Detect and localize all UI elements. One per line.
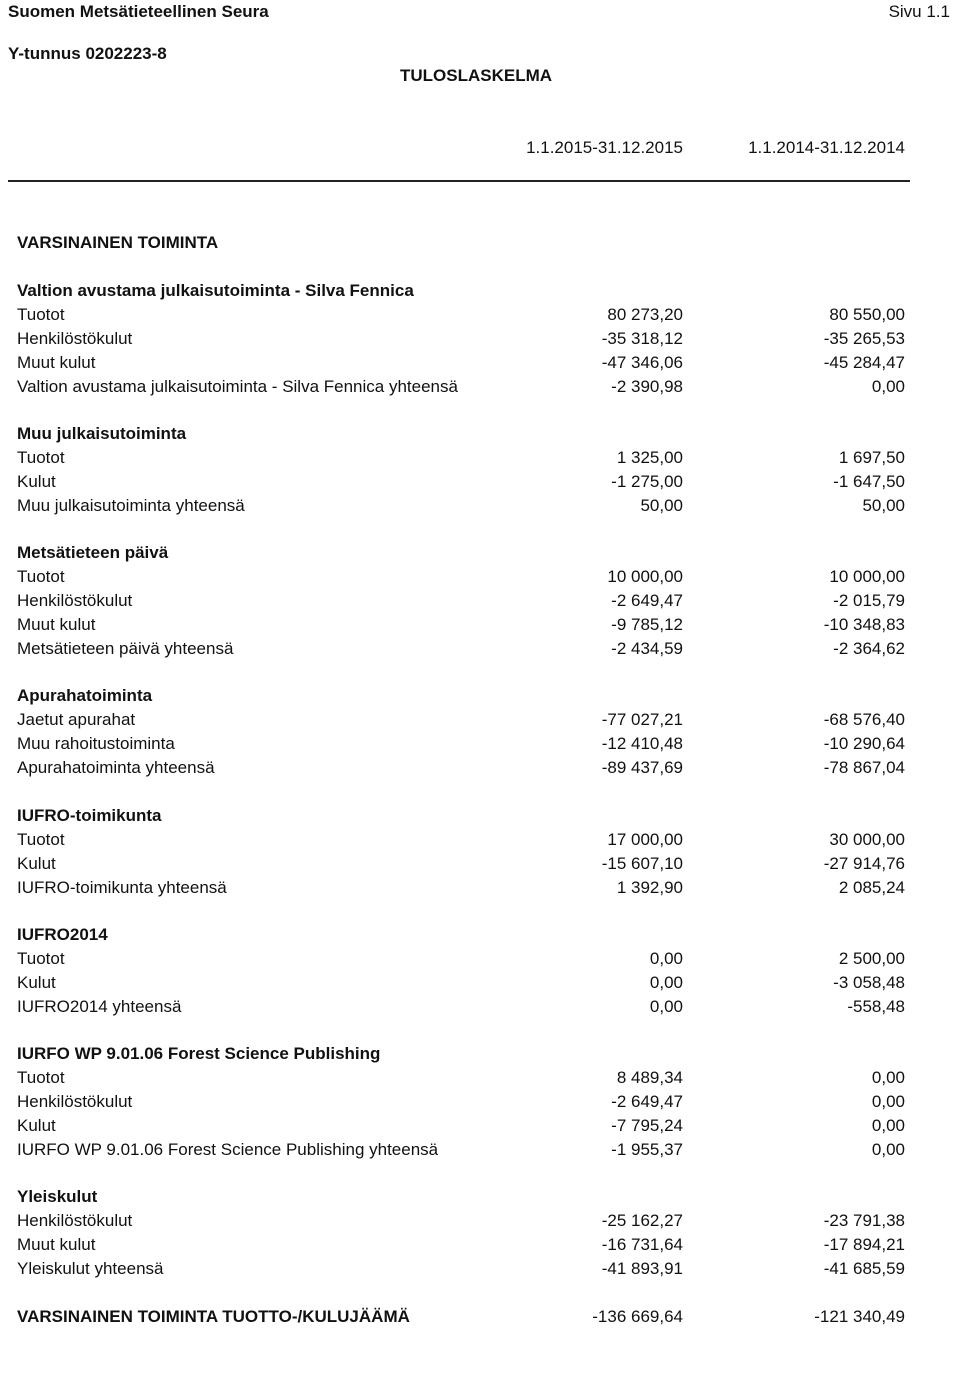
table-row-previous: 0,00 — [871, 1116, 905, 1135]
table-row-label: Muu julkaisutoiminta yhteensä — [17, 496, 245, 515]
table-row — [0, 947, 960, 971]
table-row-previous: 10 000,00 — [829, 567, 905, 586]
section-title-label: IURFO WP 9.01.06 Forest Science Publishing — [17, 1044, 381, 1063]
table-row-current: -25 162,27 — [601, 1211, 683, 1230]
section-title — [0, 684, 960, 708]
table-row-label: Tuotot — [17, 830, 65, 849]
main-title-label: VARSINAINEN TOIMINTA — [17, 233, 219, 252]
table-row-label: Tuotot — [17, 305, 65, 324]
table-row — [0, 1257, 960, 1281]
table-row-previous: -558,48 — [847, 997, 905, 1016]
grand-total-current: -136 669,64 — [592, 1307, 683, 1326]
table-row-previous: -41 685,59 — [823, 1259, 905, 1278]
table-row-previous: 0,00 — [871, 377, 905, 396]
table-row-label: Jaetut apurahat — [17, 710, 136, 729]
table-row-previous: 1 697,50 — [838, 448, 905, 467]
business-id: Y-tunnus 0202223-8 — [8, 44, 167, 63]
section-title-label: Apurahatoiminta — [17, 686, 153, 705]
table-row-current: -41 893,91 — [601, 1259, 683, 1278]
table-row-label: Apurahatoiminta yhteensä — [17, 758, 215, 777]
table-row-current: 0,00 — [649, 997, 683, 1016]
table-row-current: 80 273,20 — [607, 305, 683, 324]
table-row — [0, 375, 960, 399]
table-row — [0, 470, 960, 494]
table-row-current: -77 027,21 — [601, 710, 683, 729]
table-row — [0, 637, 960, 661]
table-row-label: Tuotot — [17, 949, 65, 968]
table-row-current: 17 000,00 — [607, 830, 683, 849]
table-row-label: IURFO WP 9.01.06 Forest Science Publishing yhteensä — [17, 1140, 439, 1159]
section-title — [0, 1042, 960, 1066]
table-row — [0, 303, 960, 327]
table-row-label: Kulut — [17, 1116, 56, 1135]
table-row-previous: 0,00 — [871, 1140, 905, 1159]
table-row-label: Henkilöstökulut — [17, 591, 133, 610]
table-row-label: Kulut — [17, 854, 56, 873]
table-row-label: Henkilöstökulut — [17, 1211, 133, 1230]
table-row-previous: -10 290,64 — [823, 734, 905, 753]
table-row — [0, 876, 960, 900]
table-row-current: -1 275,00 — [611, 472, 683, 491]
section-title-label: Valtion avustama julkaisutoiminta - Silva Fennica — [17, 281, 414, 300]
table-row-current: -1 955,37 — [611, 1140, 683, 1159]
table-row — [0, 1114, 960, 1138]
table-row-previous: -23 791,38 — [823, 1211, 905, 1230]
table-row-label: Metsätieteen päivä yhteensä — [17, 639, 234, 658]
table-row-previous: -17 894,21 — [823, 1235, 905, 1254]
table-row — [0, 1090, 960, 1114]
table-row-current: -12 410,48 — [601, 734, 683, 753]
table-row-label: Tuotot — [17, 1068, 65, 1087]
header-divider — [8, 180, 910, 182]
table-row-label: Tuotot — [17, 567, 65, 586]
period-previous-header: 1.1.2014-31.12.2014 — [748, 138, 905, 157]
table-row — [0, 708, 960, 732]
table-row-label: Tuotot — [17, 448, 65, 467]
table-row-current: 0,00 — [649, 949, 683, 968]
table-row — [0, 1138, 960, 1162]
table-row-previous: -45 284,47 — [823, 353, 905, 372]
table-row-previous: -27 914,76 — [823, 854, 905, 873]
table-row-previous: -78 867,04 — [823, 758, 905, 777]
table-row — [0, 1209, 960, 1233]
table-row-previous: -3 058,48 — [833, 973, 905, 992]
table-row-label: Kulut — [17, 472, 56, 491]
table-row — [0, 732, 960, 756]
table-row-label: Henkilöstökulut — [17, 329, 133, 348]
table-row-label: Yleiskulut yhteensä — [17, 1259, 164, 1278]
table-row — [0, 565, 960, 589]
section-title — [0, 804, 960, 828]
table-row-previous: 2 085,24 — [838, 878, 905, 897]
table-row-label: IUFRO2014 yhteensä — [17, 997, 182, 1016]
main-title — [0, 231, 960, 255]
grand-total-previous: -121 340,49 — [814, 1307, 905, 1326]
page-number: Sivu 1.1 — [888, 2, 950, 21]
table-row-current: -7 795,24 — [611, 1116, 683, 1135]
table-row — [0, 589, 960, 613]
table-row-previous: -2 015,79 — [833, 591, 905, 610]
table-row — [0, 494, 960, 518]
table-row-current: 10 000,00 — [607, 567, 683, 586]
table-row-label: Muut kulut — [17, 353, 96, 372]
table-row-label: Muut kulut — [17, 615, 96, 634]
table-row-previous: -2 364,62 — [833, 639, 905, 658]
section-title — [0, 1185, 960, 1209]
table-row — [0, 351, 960, 375]
section-title — [0, 541, 960, 565]
table-row-current: -2 649,47 — [611, 591, 683, 610]
section-title-label: Yleiskulut — [17, 1187, 98, 1206]
table-row-previous: -68 576,40 — [823, 710, 905, 729]
table-row — [0, 756, 960, 780]
table-row-current: -47 346,06 — [601, 353, 683, 372]
table-row-previous: 30 000,00 — [829, 830, 905, 849]
table-row-previous: -35 265,53 — [823, 329, 905, 348]
section-title — [0, 279, 960, 303]
table-row-label: Henkilöstökulut — [17, 1092, 133, 1111]
table-row-previous: 0,00 — [871, 1092, 905, 1111]
table-row-current: -15 607,10 — [601, 854, 683, 873]
table-row-current: -89 437,69 — [601, 758, 683, 777]
table-row — [0, 446, 960, 470]
table-row — [0, 995, 960, 1019]
table-row-current: 1 392,90 — [616, 878, 683, 897]
table-row-current: 8 489,34 — [616, 1068, 683, 1087]
section-title-label: IUFRO-toimikunta — [17, 806, 162, 825]
table-row-label: Kulut — [17, 973, 56, 992]
table-row-current: -16 731,64 — [601, 1235, 683, 1254]
table-row-previous: -1 647,50 — [833, 472, 905, 491]
document-title: TULOSLASKELMA — [400, 66, 553, 85]
table-row-previous: 80 550,00 — [829, 305, 905, 324]
table-row-previous: -10 348,83 — [823, 615, 905, 634]
table-row — [0, 1066, 960, 1090]
table-row-current: 50,00 — [640, 496, 683, 515]
table-row-previous: 2 500,00 — [838, 949, 905, 968]
table-row-label: IUFRO-toimikunta yhteensä — [17, 878, 227, 897]
grand-total — [0, 1305, 960, 1329]
table-row-previous: 0,00 — [871, 1068, 905, 1087]
table-row-current: 0,00 — [649, 973, 683, 992]
table-row-label: Muut kulut — [17, 1235, 96, 1254]
table-row-current: 1 325,00 — [616, 448, 683, 467]
table-row — [0, 327, 960, 351]
table-row-current: -35 318,12 — [601, 329, 683, 348]
section-title — [0, 923, 960, 947]
table-row-current: -2 649,47 — [611, 1092, 683, 1111]
section-title — [0, 422, 960, 446]
section-title-label: Metsätieteen päivä — [17, 543, 169, 562]
table-row — [0, 828, 960, 852]
table-row-current: -2 390,98 — [611, 377, 683, 396]
table-row — [0, 1233, 960, 1257]
table-row-current: -9 785,12 — [611, 615, 683, 634]
table-row — [0, 613, 960, 637]
section-title-label: IUFRO2014 — [17, 925, 108, 944]
organization-name: Suomen Metsätieteellinen Seura — [8, 2, 269, 21]
table-row-previous: 50,00 — [862, 496, 905, 515]
period-current-header: 1.1.2015-31.12.2015 — [526, 138, 683, 157]
table-row-label: Valtion avustama julkaisutoiminta - Silva Fennica yhteensä — [17, 377, 458, 396]
section-title-label: Muu julkaisutoiminta — [17, 424, 187, 443]
table-row — [0, 971, 960, 995]
table-row-current: -2 434,59 — [611, 639, 683, 658]
grand-total-label: VARSINAINEN TOIMINTA TUOTTO-/KULUJÄÄMÄ — [17, 1307, 410, 1326]
table-row — [0, 852, 960, 876]
table-row-label: Muu rahoitustoiminta — [17, 734, 175, 753]
